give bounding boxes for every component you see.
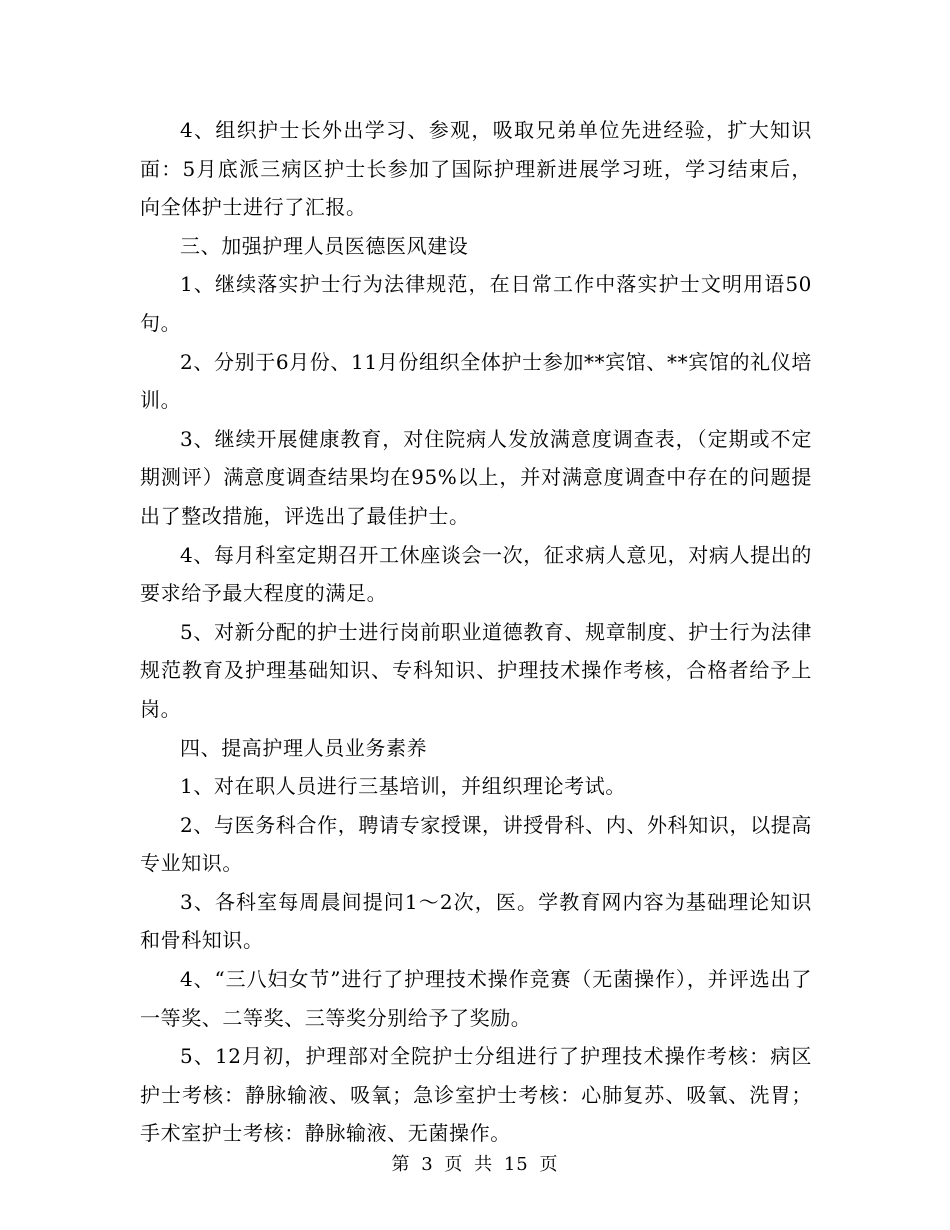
- paragraph-item-2-etiquette: 2、分别于6月份、11月份组织全体护士参加**宾馆、**宾馆的礼仪培训。: [140, 349, 812, 413]
- section-heading-4: 四、提高护理人员业务素养: [180, 735, 428, 760]
- paragraph-item-4-competition: 4、“三八妇女节”进行了护理技术操作竞赛（无菌操作），并评选出了一等奖、二等奖、三等奖分别给予了奖励。: [140, 967, 812, 1030]
- paragraph-item-1-conduct: 1、继续落实护士行为法律规范，在日常工作中落实护士文明用语50句。: [140, 272, 812, 335]
- document-body: [140, 111, 812, 1153]
- section-heading-3: 三、加强护理人员医德医风建设: [180, 233, 469, 258]
- paragraph-item-4-meeting: 4、每月科室定期召开工休座谈会一次，征求病人意见，对病人提出的要求给予最大程度的满足。: [140, 542, 812, 606]
- page-number-footer: 第 3 页 共 15 页: [391, 1154, 559, 1175]
- paragraph-item-4-study: 4、组织护士长外出学习、参观，吸取兄弟单位先进经验，扩大知识面：5月底派三病区护士长参加了国际护理新进展学习班，学习结束后，向全体护士进行了汇报。: [140, 118, 812, 220]
- paragraph-item-3-questions: 3、各科室每周晨间提问1～2次，医。学教育网内容为基础理论知识和骨科知识。: [140, 889, 812, 953]
- paragraph-item-5-assessment: 5、12月初，护理部对全院护士分组进行了护理技术操作考核：病区护士考核：静脉输液、吸氧；急诊室护士考核：心肺复苏、吸氧、洗胃；手术室护士考核：静脉输液、无菌操作。: [140, 1044, 812, 1146]
- paragraph-item-3-survey: 3、继续开展健康教育，对住院病人发放满意度调查表，（定期或不定期测评）满意度调查结果均在95%以上，并对满意度调查中存在的问题提出了整改措施，评选出了最佳护士。: [140, 426, 812, 528]
- paragraph-item-5-orientation: 5、对新分配的护士进行岗前职业道德教育、规章制度、护士行为法律规范教育及护理基础知识、专科知识、护理技术操作考核，合格者给予上岗。: [140, 619, 812, 721]
- paragraph-item-1-training: 1、对在职人员进行三基培训，并组织理论考试。: [180, 774, 626, 799]
- paragraph-item-2-lectures: 2、与医务科合作，聘请专家授课，讲授骨科、内、外科知识，以提高专业知识。: [140, 812, 812, 876]
